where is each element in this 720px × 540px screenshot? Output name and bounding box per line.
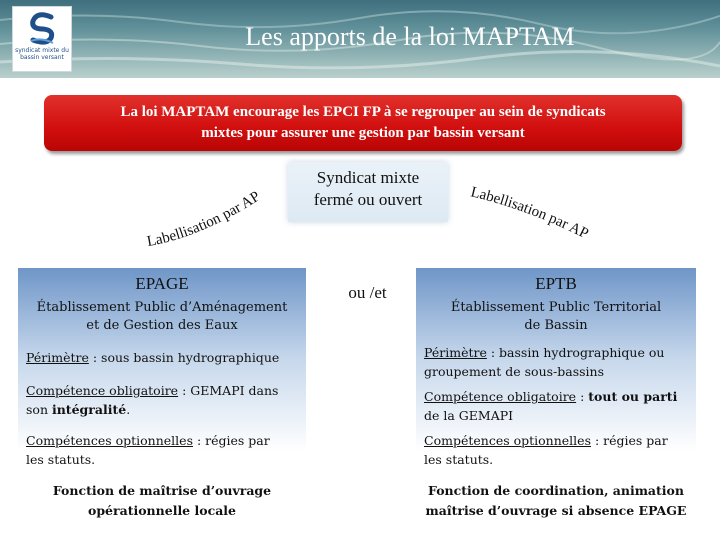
- banner-line-1: La loi MAPTAM encourage les EPCI FP à se regrouper au sein de syndicats: [120, 104, 606, 120]
- eptb-perimetre-value-2: groupement de sous-bassins: [424, 364, 604, 379]
- eptb-column: [416, 268, 696, 530]
- banner-line-2: mixtes pour assurer une gestion par bassin versant: [201, 125, 525, 141]
- eptb-optionnelles: [424, 431, 696, 469]
- epage-competence-bold: intégralité: [51, 402, 127, 417]
- arc-label-right: [469, 184, 591, 242]
- epage-fonction-line-2: opérationnelle locale: [87, 503, 236, 518]
- epage-competence-value-2: son: [26, 402, 52, 417]
- eptb-competence-label: Compétence obligatoire: [424, 389, 577, 404]
- epage-competence: [26, 381, 298, 419]
- eptb-optionnelles-label: Compétences optionnelles: [424, 433, 591, 448]
- epage-column: [18, 268, 306, 530]
- center-line-2: fermé ou ouvert: [313, 190, 423, 209]
- eptb-competence-bold: tout ou parti: [588, 389, 678, 404]
- epage-perimetre-label: Périmètre: [26, 350, 89, 365]
- eptb-perimetre-value-1: : bassin hydrographique ou: [486, 345, 665, 360]
- epage-fonction: [18, 481, 306, 521]
- arc-label-left: [146, 189, 263, 250]
- eptb-optionnelles-value-1: : régies par: [590, 433, 668, 448]
- epage-subtitle: [18, 299, 306, 335]
- epage-competence-value-1: : GEMAPI dans: [178, 383, 279, 398]
- epage-subtitle-line-2: et de Gestion des Eaux: [86, 318, 238, 333]
- epage-fonction-line-1: Fonction de maîtrise d’ouvrage: [52, 483, 272, 498]
- arc-label-right-path: Labellisation par AP: [469, 184, 591, 243]
- epage-heading: EPAGE: [135, 274, 189, 293]
- eptb-subtitle-line-1: Établissement Public Territorial: [450, 300, 662, 315]
- center-line-1: Syndicat mixte: [316, 168, 420, 187]
- eptb-competence-value-2: de la GEMAPI: [424, 408, 514, 423]
- eptb-heading: EPTB: [535, 274, 577, 293]
- epage-optionnelles-value-2: les statuts.: [26, 452, 96, 467]
- arc-label-left-path: Labellisation par AP: [145, 188, 264, 251]
- eptb-competence-sep: :: [576, 389, 589, 404]
- epage-perimetre-value: : sous bassin hydrographique: [88, 350, 280, 365]
- eptb-fonction-line-1: Fonction de coordination, animation: [428, 483, 684, 498]
- logo-text: syndicat mixte du bassin versant: [15, 47, 69, 61]
- or-label: ou /et: [348, 283, 387, 302]
- eptb-subtitle: [416, 299, 696, 335]
- epage-perimetre: [26, 348, 298, 367]
- page-title: Les apports de la loi MAPTAM: [245, 22, 575, 51]
- epage-optionnelles: [26, 431, 298, 469]
- eptb-fonction: [416, 481, 696, 521]
- eptb-subtitle-line-2: de Bassin: [524, 318, 588, 333]
- eptb-optionnelles-value-2: les statuts.: [424, 452, 494, 467]
- eptb-perimetre-label: Périmètre: [424, 345, 487, 360]
- eptb-perimetre: [424, 343, 696, 381]
- epage-optionnelles-label: Compétences optionnelles: [26, 433, 193, 448]
- epage-subtitle-line-1: Établissement Public d’Aménagement: [36, 300, 288, 315]
- epage-competence-label: Compétence obligatoire: [26, 383, 179, 398]
- eptb-competence: [424, 387, 696, 425]
- epage-competence-end: .: [126, 402, 131, 417]
- eptb-fonction-line-2: maîtrise d’ouvrage si absence EPAGE: [425, 503, 687, 518]
- epage-optionnelles-value-1: : régies par: [192, 433, 270, 448]
